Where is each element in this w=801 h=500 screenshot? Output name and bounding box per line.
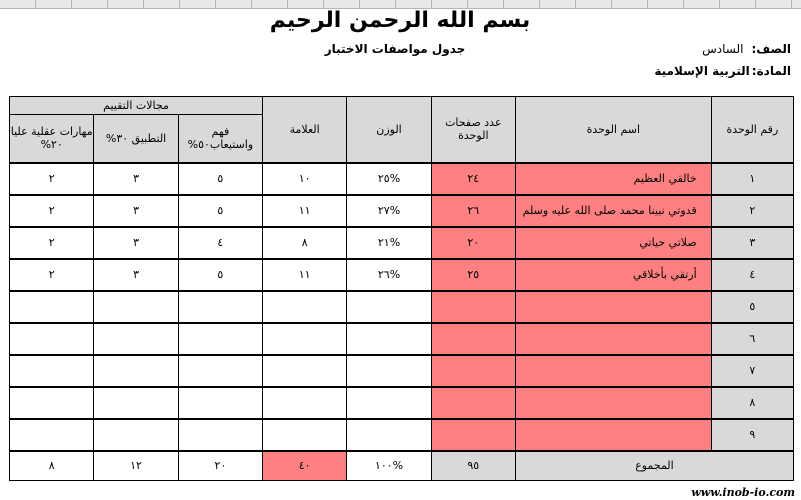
unit-number-cell: ٣	[711, 227, 793, 259]
header-mark: العلامة	[263, 97, 347, 163]
header-domains: مجالات التقييم	[10, 97, 263, 115]
unit-number-cell: ٤	[711, 259, 793, 291]
pages-cell	[431, 291, 515, 323]
application-cell: ٣	[94, 163, 178, 195]
understanding-cell	[178, 387, 262, 419]
table-row	[10, 387, 794, 419]
pages-cell: ٢٠	[431, 227, 515, 259]
table-row	[10, 355, 794, 387]
pages-cell: ٢٥	[431, 259, 515, 291]
header-higher-skills: مهارات عقلية عليا ٢٠%	[10, 115, 94, 163]
unit-name-cell	[515, 291, 711, 323]
table-row	[10, 259, 794, 291]
total-understanding: ٢٠	[178, 451, 262, 481]
higher-skills-cell	[10, 323, 94, 355]
grade-value: السادس	[702, 42, 744, 56]
higher-skills-cell: ٢	[10, 227, 94, 259]
application-cell	[94, 419, 178, 451]
mark-cell	[263, 419, 347, 451]
unit-name-cell	[515, 387, 711, 419]
grade-line	[702, 42, 791, 56]
understanding-cell	[178, 323, 262, 355]
mark-cell: ١٠	[263, 163, 347, 195]
mark-cell: ١١	[263, 259, 347, 291]
weight-cell: %٢١	[347, 227, 431, 259]
application-cell: ٣	[94, 259, 178, 291]
weight-cell	[347, 291, 431, 323]
weight-cell: %٢٥	[347, 163, 431, 195]
table-row	[10, 323, 794, 355]
table-row	[10, 291, 794, 323]
total-application: ١٢	[94, 451, 178, 481]
header-pages: عدد صفحات الوحدة	[431, 97, 515, 163]
application-cell: ٣	[94, 227, 178, 259]
pages-cell: ٢٦	[431, 195, 515, 227]
application-cell: ٣	[94, 195, 178, 227]
watermark: www.inob-io.com	[691, 486, 795, 499]
mark-cell	[263, 387, 347, 419]
unit-number-cell: ٨	[711, 387, 793, 419]
total-weight: %١٠٠	[347, 451, 431, 481]
weight-cell: %٢٦	[347, 259, 431, 291]
higher-skills-cell: ٢	[10, 259, 94, 291]
total-higher-skills: ٨	[10, 451, 94, 481]
table-row	[10, 227, 794, 259]
header-unit-name: اسم الوحدة	[515, 97, 711, 163]
understanding-cell: ٥	[178, 195, 262, 227]
mark-cell: ٨	[263, 227, 347, 259]
understanding-cell	[178, 355, 262, 387]
page-title: جدول مواصفات الاختبار	[324, 42, 466, 56]
specification-table	[9, 96, 794, 481]
application-cell	[94, 291, 178, 323]
mark-cell	[263, 291, 347, 323]
pages-cell	[431, 323, 515, 355]
weight-cell	[347, 419, 431, 451]
unit-number-cell: ٥	[711, 291, 793, 323]
total-label: المجموع	[515, 451, 793, 481]
higher-skills-cell	[10, 419, 94, 451]
higher-skills-cell: ٢	[10, 195, 94, 227]
basmala-title: بسم الله الرحمن الرحيم	[269, 8, 531, 33]
header-unit-number: رقم الوحدة	[711, 97, 793, 163]
understanding-cell: ٥	[178, 163, 262, 195]
understanding-cell: ٥	[178, 259, 262, 291]
unit-name-cell: خالقي العظيم	[515, 163, 711, 195]
grade-label: الصف:	[751, 42, 791, 56]
header-weight: الوزن	[347, 97, 431, 163]
unit-number-cell: ٧	[711, 355, 793, 387]
unit-name-cell: قدوتي نبينا محمد صلى الله عليه وسلم	[515, 195, 711, 227]
mark-cell: ١١	[263, 195, 347, 227]
pages-cell	[431, 355, 515, 387]
unit-number-cell: ٩	[711, 419, 793, 451]
total-pages: ٩٥	[431, 451, 515, 481]
table-row	[10, 163, 794, 195]
application-cell	[94, 355, 178, 387]
subject-line	[654, 64, 791, 78]
unit-name-cell	[515, 419, 711, 451]
weight-cell	[347, 387, 431, 419]
pages-cell: ٢٤	[431, 163, 515, 195]
unit-name-cell: أرتقي بأخلاقي	[515, 259, 711, 291]
application-cell	[94, 323, 178, 355]
higher-skills-cell	[10, 291, 94, 323]
mark-cell	[263, 323, 347, 355]
table-body	[10, 163, 794, 451]
table-row	[10, 195, 794, 227]
weight-cell: %٢٧	[347, 195, 431, 227]
application-cell	[94, 387, 178, 419]
weight-cell	[347, 323, 431, 355]
pages-cell	[431, 387, 515, 419]
understanding-cell	[178, 419, 262, 451]
total-row	[10, 451, 794, 481]
table-row	[10, 419, 794, 451]
higher-skills-cell: ٢	[10, 163, 94, 195]
unit-number-cell: ١	[711, 163, 793, 195]
unit-name-cell: صلاتي حياتي	[515, 227, 711, 259]
header-application: التطبيق ٣٠%	[94, 115, 178, 163]
unit-name-cell	[515, 355, 711, 387]
understanding-cell	[178, 291, 262, 323]
understanding-cell: ٤	[178, 227, 262, 259]
header-understanding: فهم واستيعاب٥٠%	[178, 115, 262, 163]
subject-label: المادة:	[751, 64, 791, 78]
unit-number-cell: ٦	[711, 323, 793, 355]
unit-number-cell: ٢	[711, 195, 793, 227]
subject-value: التربية الإسلامية	[654, 64, 750, 78]
total-mark: ٤٠	[263, 451, 347, 481]
higher-skills-cell	[10, 387, 94, 419]
unit-name-cell	[515, 323, 711, 355]
higher-skills-cell	[10, 355, 94, 387]
pages-cell	[431, 419, 515, 451]
weight-cell	[347, 355, 431, 387]
mark-cell	[263, 355, 347, 387]
